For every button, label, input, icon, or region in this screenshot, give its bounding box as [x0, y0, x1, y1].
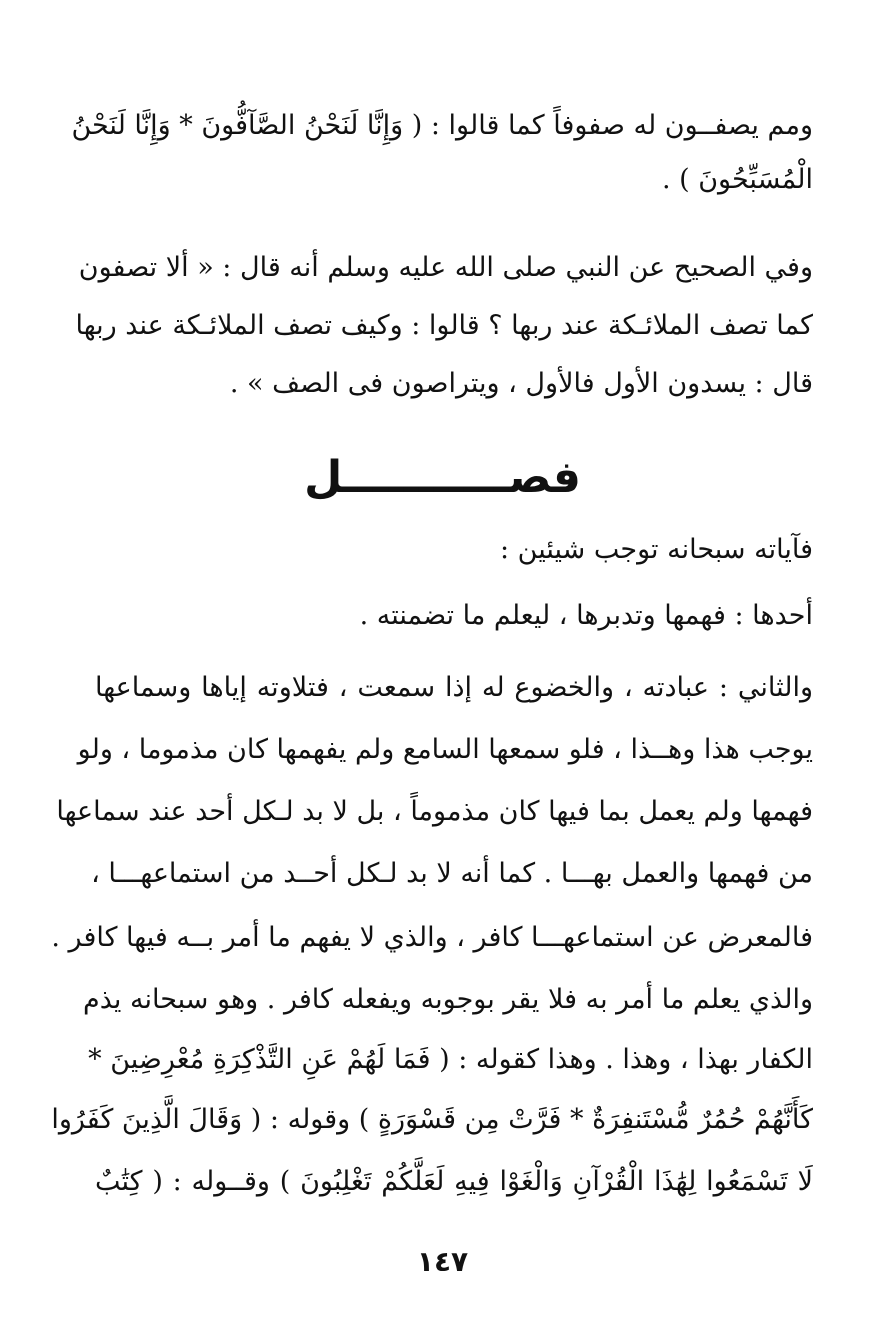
- text-line: كما تصف الملائـكة عند ربها ؟ قالوا : وكيف تصف الملائـكة عند ربها: [75, 310, 813, 341]
- page-number: ١٤٧: [416, 1245, 469, 1278]
- text-line: قال : يسدون الأول فالأول ، ويتراصون فى الصف » .: [229, 368, 813, 399]
- text-line: كَأَنَّهُمْ حُمُرٌ مُّسْتَنفِرَةٌ * فَرَّتْ مِن قَسْوَرَةٍ ) وقوله : ( وَقَالَ الَّذِينَ كَفَرُوا: [51, 1104, 813, 1135]
- text-line: فآياته سبحانه توجب شيئين :: [500, 534, 813, 565]
- section-heading: فصـــــــــــل: [304, 452, 581, 503]
- text-line: فهمها ولم يعمل بما فيها كان مذموماً ، بل لا بد لـكل أحد عند سماعها: [56, 796, 813, 827]
- text-line: لَا تَسْمَعُوا لِهَٰذَا الْقُرْآنِ وَالْغَوْا فِيهِ لَعَلَّكُمْ تَغْلِبُونَ ) وقــوله : ( كِتَٰبٌ: [95, 1166, 813, 1197]
- text-line: من فهمها والعمل بهـــا . كما أنه لا بد لـكل أحــد من استماعهـــا ،: [91, 858, 813, 889]
- text-line: والثاني : عبادته ، والخضوع له إذا سمعت ، فتلاوته إياها وسماعها: [95, 672, 813, 703]
- text-line: الْمُسَبِّحُونَ ) .: [661, 164, 813, 195]
- text-line: والذي يعلم ما أمر به فلا يقر بوجوبه ويفعله كافر . وهو سبحانه يذم: [83, 984, 813, 1015]
- text-line: ومم يصفــون له صفوفاً كما قالوا : ( وَإِنَّا لَنَحْنُ الصَّآفُّونَ * وَإِنَّا لَنَحْنُ: [71, 110, 813, 141]
- text-line: أحدها : فهمها وتدبرها ، ليعلم ما تضمنته .: [359, 600, 813, 631]
- text-line: الكفار بهذا ، وهذا . وهذا كقوله : ( فَمَا لَهُمْ عَنِ التَّذْكِرَةِ مُعْرِضِينَ *: [88, 1044, 813, 1075]
- text-line: وفي الصحيح عن النبي صلى الله عليه وسلم أنه قال : « ألا تصفون: [78, 252, 813, 283]
- text-line: يوجب هذا وهــذا ، فلو سمعها السامع ولم يفهمها كان مذموما ، ولو: [77, 734, 813, 765]
- text-line: فالمعرض عن استماعهـــا كافر ، والذي لا يفهم ما أمر بــه فيها كافر .: [51, 922, 813, 953]
